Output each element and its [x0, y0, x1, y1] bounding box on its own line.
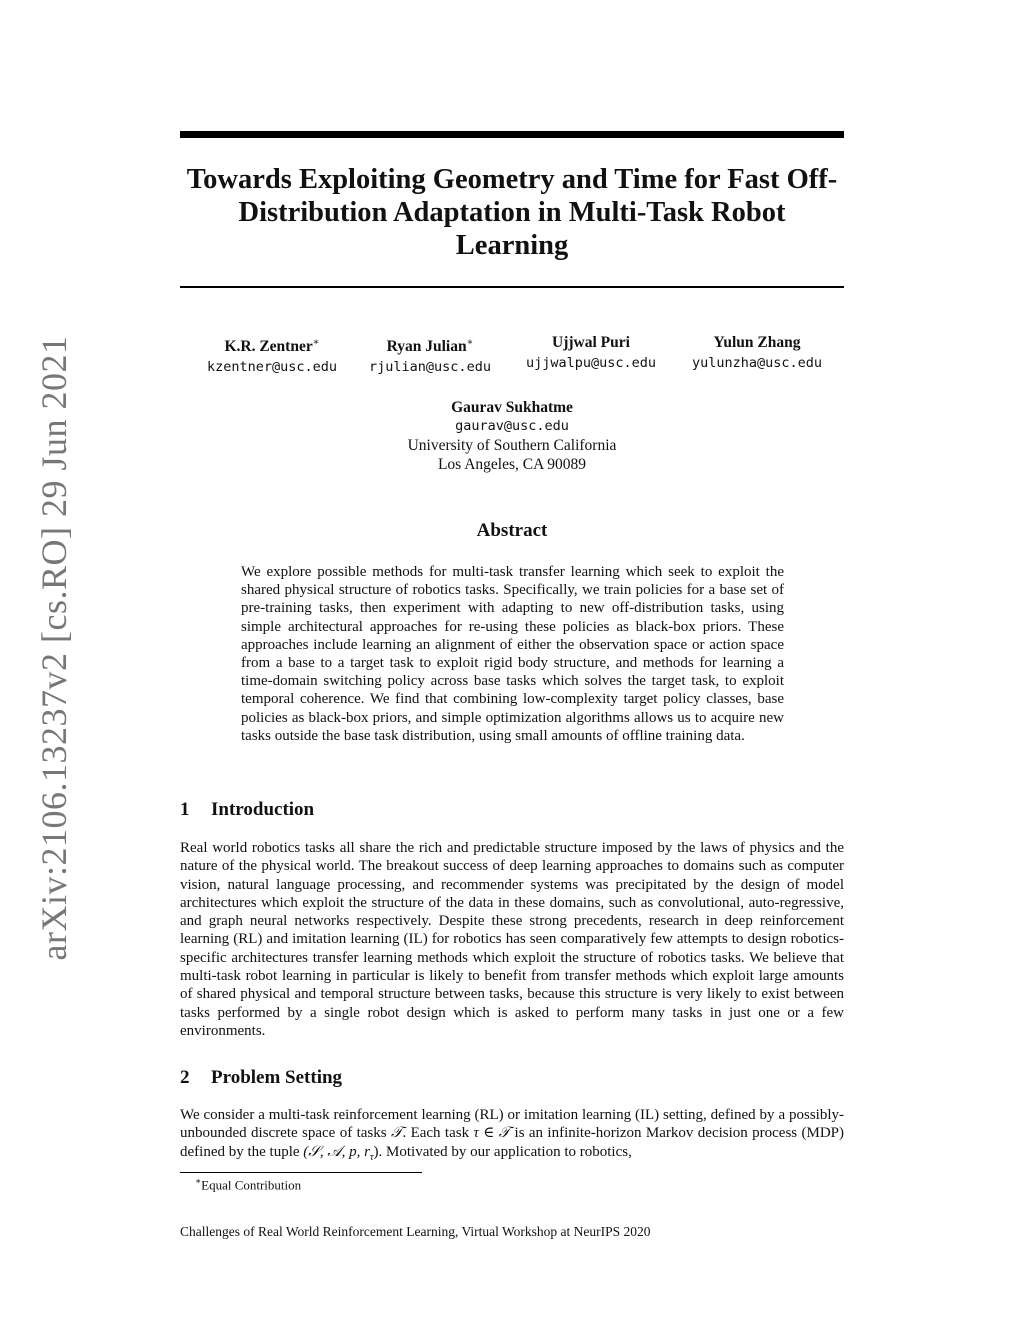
- body-text-run: ). Motivated by our application to robotics,: [373, 1143, 632, 1160]
- equal-contribution-mark: ∗: [466, 337, 474, 348]
- footnote-rule: [180, 1172, 422, 1173]
- author-block: [672, 333, 842, 373]
- author-email: gaurav@usc.edu: [455, 418, 569, 434]
- equal-contribution-mark: ∗: [312, 337, 320, 348]
- author-block: [312, 398, 712, 474]
- section-heading: [180, 1067, 342, 1089]
- author-name: K.R. Zentner: [224, 338, 313, 356]
- section-title: Problem Setting: [211, 1067, 343, 1088]
- footnote-mark: ∗: [195, 1176, 202, 1186]
- author-block: [506, 333, 676, 373]
- section-heading: [180, 799, 314, 821]
- author-name: Yulun Zhang: [713, 334, 801, 351]
- section-title: Introduction: [211, 799, 315, 820]
- footnote-text: Equal Contribution: [201, 1177, 302, 1193]
- author-block: [187, 333, 357, 377]
- section-body: Real world robotics tasks all share the rich and predictable structure imposed by the laws of physics and the nature of the physical world. The breakout success of deep learning approaches to domains such as computer vision, natural language processing, and recommender systems was precipitated by the design of model architectures which exploit the structure of the data in these domains, such as convolutional, auto-regressive, and graph neural networks respectively. Despite these strong precedents, research in deep reinforcement learning (RL) and imitation learning (IL) for robotics has seen comparatively few attempts to design robotics-specific architectures transfer learning methods which exploit the structure of robotics tasks. We believe that multi-task robot learning in particular is likely to benefit from transfer methods which exploit large amounts of shared physical and temporal structure between tasks, because this structure is very likely to exist between tasks performed by a single robot design which is asked to perform many tasks in just one or a few environments.: [180, 840, 844, 1039]
- section-number: 2: [180, 1067, 190, 1088]
- section-body: [180, 1106, 844, 1167]
- math-subscript: τ: [369, 1151, 374, 1163]
- affiliation-location: Los Angeles, CA 90089: [437, 456, 587, 473]
- abstract-heading: Abstract: [476, 520, 548, 541]
- paper-title: Towards Exploiting Geometry and Time for Fast Off-Distribution Adaptation in Multi-Task Robot Learning: [186, 164, 838, 261]
- abstract-text: We explore possible methods for multi-task transfer learning which seek to exploit the shared physical structure of robotics tasks. Specifically, we train policies for a base set of pre-training tasks, then experiment with adapting to new off-distribution tasks, using simple architectural approaches for re-using these policies as black-box priors. These approaches include learning an alignment of either the observation space or action space from a base to a target task to exploit rigid body structure, and methods for learning a time-domain switching policy across base tasks which solves the target task, to exploit temporal coherence. We find that combining low-complexity target policy classes, base policies as black-box priors, and simple optimization algorithms allows us to acquire new tasks outside the base task distribution, using small amounts of offline training data.: [241, 564, 784, 744]
- author-email: ujjwalpu@usc.edu: [525, 355, 657, 371]
- title-bottom-rule: [180, 286, 844, 288]
- arxiv-stamp: arXiv:2106.13237v2 [cs.RO] 29 Jun 2021: [34, 335, 74, 961]
- author-email: kzentner@usc.edu: [206, 359, 338, 376]
- author-name: Gaurav Sukhatme: [451, 399, 573, 416]
- affiliation-institution: University of Southern California: [407, 437, 617, 454]
- author-email: rjulian@usc.edu: [369, 359, 491, 376]
- title-top-rule: [180, 131, 844, 138]
- author-name: Ryan Julian: [386, 338, 467, 356]
- body-text-run: is an infinite-horizon Markov decision process (MDP) defined by the tuple: [180, 1125, 844, 1160]
- body-text-run: We consider a multi-task reinforcement learning (RL) or imitation learning (IL) setting, defined by a possibly-unbounded discrete space of tasks: [180, 1107, 844, 1142]
- math-inline: (𝒮, 𝒜, p, r: [303, 1143, 370, 1160]
- author-block: [345, 333, 515, 377]
- footnote: [195, 1176, 301, 1193]
- venue-footer: Challenges of Real World Reinforcement Learning, Virtual Workshop at NeurIPS 2020: [180, 1224, 651, 1239]
- section-number: 1: [180, 799, 190, 820]
- math-inline: τ ∈ 𝒯: [473, 1125, 511, 1142]
- author-email: yulunzha@usc.edu: [691, 355, 823, 371]
- author-name: Ujjwal Puri: [552, 334, 630, 351]
- math-inline: 𝒯: [390, 1125, 403, 1142]
- body-text-run: . Each task: [402, 1125, 474, 1142]
